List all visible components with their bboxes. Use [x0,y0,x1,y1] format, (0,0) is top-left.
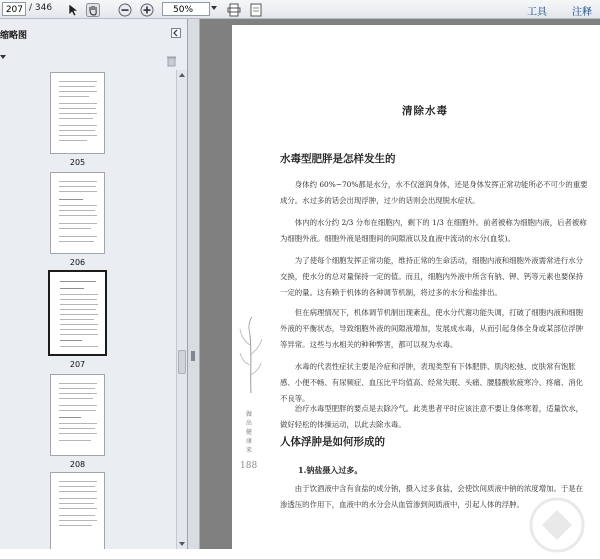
thumbnail-panel [0,19,188,549]
scroll-thumb[interactable] [178,350,186,374]
panel-splitter[interactable] [188,19,200,549]
page-number: 188 [240,461,258,471]
thumbnail-page-209[interactable] [50,472,105,549]
section-heading: 水毒型肥胖是怎样发生的 [280,153,396,165]
thumbnail-page-205[interactable] [50,72,105,154]
subsection-heading: 1.钠盐摄入过多。 [298,465,363,475]
scroll-down-icon[interactable] [179,542,185,546]
thumbnail-label: 206 [69,258,86,267]
paragraph: 由于饮酒液中含有食盐的成分钠，摄入过多食盐，会使饮间质液中钠的浓度增加。于是在渗透压的作用下，血液中的水分会从血管渗到间质液中，引起人体的浮肿。 [280,484,584,509]
thumbnail-page-206[interactable] [50,172,105,254]
hand-tool-icon[interactable] [86,2,100,16]
page-number-input[interactable]: 207 [2,2,26,16]
panel-title: 缩略图 [0,31,28,41]
panel-header [0,26,187,42]
trash-icon[interactable] [166,52,177,64]
thumbnail-page-207-selected[interactable] [48,270,107,356]
thumbnail-scrollbar[interactable] [176,70,187,549]
plant-illustration [238,315,264,395]
comment-menu[interactable]: 注释 [572,7,592,18]
fit-page-icon[interactable] [227,2,241,16]
close-panel-button[interactable] [171,28,181,38]
paragraph: 但在病理情况下，机体调节机制出现紊乱，使水分代谢功能失调，打破了细胞内液和细胞外液的平衡状态，导致细胞外液的间隙液增加，发展成水毒，从而引起身体全身或某部位浮肿等异常。这些与水相关的种种弊害，都可以视为水毒。 [280,308,584,349]
paragraph: 身体约 60%~70%都是水分，水不仅滋润身体，还是身体发挥正常功能所必不可少的重要成分。水过多的话会出现浮肿，过少的话则会出现脱水症状。 [280,180,588,205]
side-vertical-text: 做 出 健 康 来 [246,411,253,454]
thumbnail-label: 205 [69,158,86,167]
page-total: / 346 [29,3,53,13]
zoom-in-icon[interactable] [140,2,154,16]
watermark-logo [522,495,592,555]
chevron-down-icon[interactable] [211,6,217,10]
paragraph: 体内的水分约 2/3 分布在细胞内，剩下的 1/3 在细胞外。前者被称为细胞内液，后者被称为细胞外液。细胞外液是细胞间的间隙液以及血液中流动的水分(血浆)。 [280,218,587,243]
thumbnail-label: 207 [69,360,86,369]
paragraph: 为了使每个细胞发挥正常功能，维持正常的生命活动，细胞内液和细胞外液需常进行水分交换，使水分的总对量保持一定的值。而且，细胞内外液中所含有钠、钾、钙等元素也要保持一定的量。这有赖于机体的各种调节机制，将过多的水分和盐排出。 [280,256,584,297]
page-title: 清除水毒 [402,105,448,117]
toolbar [0,0,600,19]
panel-toolbar [0,51,187,67]
document-page [232,25,600,555]
select-cursor-icon[interactable] [66,2,80,16]
splitter-grip-icon[interactable] [191,351,195,361]
fit-width-icon[interactable] [249,2,263,16]
thumbnail-page-208[interactable] [50,374,105,456]
zoom-out-icon[interactable] [118,2,132,16]
tools-menu[interactable]: 工具 [527,7,547,18]
thumbnail-label: 208 [69,460,86,469]
paragraph: 治疗水毒型肥胖的要点是去除冷气。此类患者平时应该注意不要让身体寒着，适量饮水，做好轻松的体操运动，以此去除水毒。 [280,404,584,429]
document-viewport[interactable] [200,19,600,549]
options-dropdown-icon[interactable] [0,55,6,59]
thumbnail-list [0,70,176,549]
section-heading: 人体浮肿是如何形成的 [280,436,385,448]
scroll-up-icon[interactable] [179,73,185,77]
paragraph: 水毒的代表性症状主要是冷症和浮肿，表现类型有下体肥胖、肌肉松弛、皮肤常有饱胀感、小便不畅、有尿频症、血压比平均值高、经常失眠、头痛、腰膝酸软疲寒冷、疼痛、消化不良等。 [280,362,584,403]
zoom-level-input[interactable]: 50% [162,2,210,16]
